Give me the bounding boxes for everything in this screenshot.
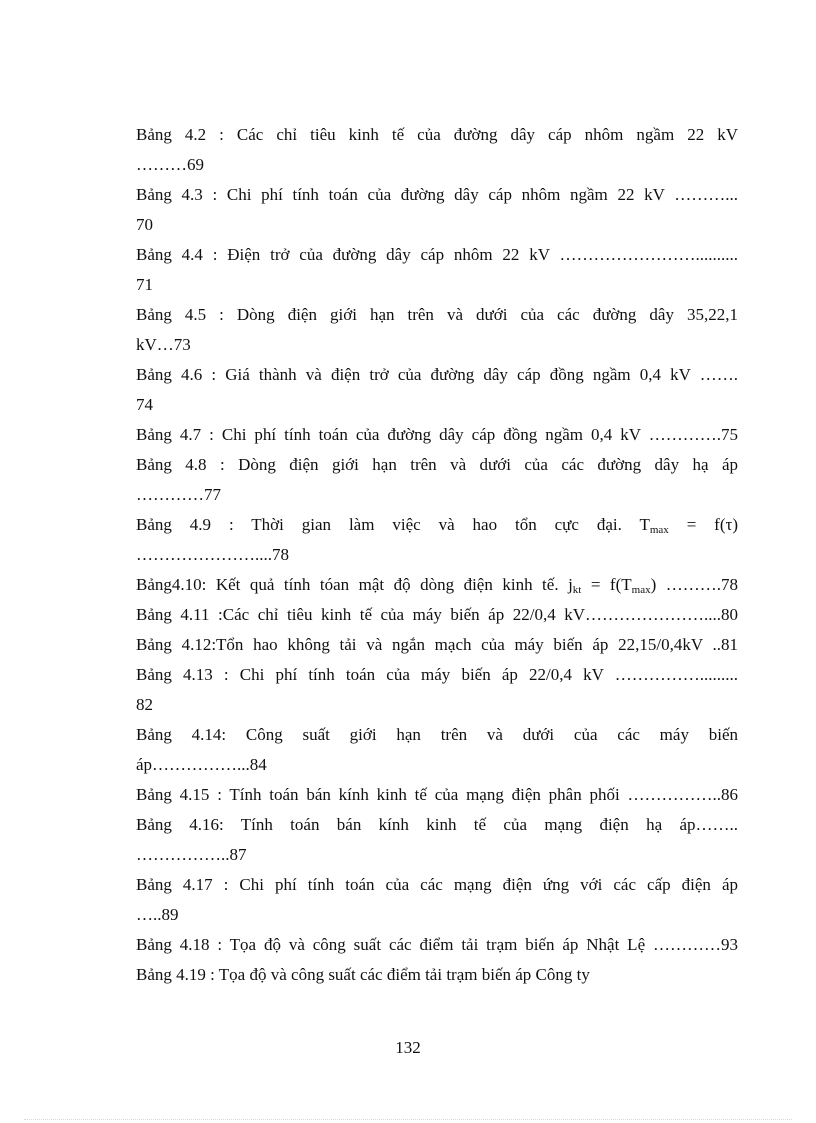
toc-entry-4-12: Bảng 4.12:Tổn hao không tải và ngắn mạch của máy biến áp 22,15/0,4kV ..81 (136, 635, 738, 654)
subscript-max: max (631, 584, 651, 596)
toc-entry-4-4-line1: Bảng 4.4 : Điện trở của đường dây cáp nhôm 22 kV …………………….......... (136, 245, 738, 264)
toc-entry-4-10-text-mid: = f(T (581, 575, 632, 594)
toc-entry-4-5-line2: kV…73 (136, 335, 191, 354)
page-number: 132 (395, 1038, 421, 1057)
toc-entry-4-2-line2: ………69 (136, 155, 204, 174)
toc-entry-4-13-line1: Bảng 4.13 : Chi phí tính toán của máy biến áp 22/0,4 kV ……………......... (136, 665, 738, 684)
toc-entry-4-6-line1: Bảng 4.6 : Giá thành và điện trở của đường dây cáp đồng ngầm 0,4 kV ……. (136, 365, 738, 384)
toc-entry-4-9-text: Bảng 4.9 : Thời gian làm việc và hao tổn cực đại. T (136, 515, 650, 534)
toc-entry-4-17-line1: Bảng 4.17 : Chi phí tính toán của các mạng điện ứng với các cấp điện áp (136, 875, 738, 894)
toc-entry-4-8-line2: …………77 (136, 485, 221, 504)
toc-entry-4-15: Bảng 4.15 : Tính toán bán kính kinh tế của mạng điện phân phối ……………..86 (136, 785, 738, 804)
page-bottom-divider (24, 1119, 792, 1120)
toc-entry-4-14-line1: Bảng 4.14: Công suất giới hạn trên và dưới của các máy biến (136, 725, 738, 744)
toc-entry-4-10-text: Bảng4.10: Kết quả tính tóan mật độ dòng điện kinh tế. j (136, 575, 573, 594)
toc-entry-4-8-line1: Bảng 4.8 : Dòng điện giới hạn trên và dưới của các đường dây hạ áp (136, 455, 738, 474)
toc-entry-4-9-text-end: = f(τ) (668, 515, 738, 534)
subscript-kt: kt (572, 584, 582, 596)
toc-entry-4-14-line2: áp……………...84 (136, 755, 267, 774)
toc-entry-4-6-line2: 74 (136, 395, 153, 414)
toc-entry-4-10 (136, 570, 738, 600)
toc-entry-4-7: Bảng 4.7 : Chi phí tính toán của đường dây cáp đồng ngầm 0,4 kV ………….75 (136, 425, 738, 444)
toc-entry-4-9-line2: …………………....78 (136, 545, 289, 564)
toc-entry-4-16-line1: Bảng 4.16: Tính toán bán kính kinh tế của mạng điện hạ áp…….. (136, 815, 738, 834)
toc-entry-4-16-line2: ……………..87 (136, 845, 247, 864)
toc-entry-4-2-line1: Bảng 4.2 : Các chỉ tiêu kinh tế của đường dây cáp nhôm ngầm 22 kV (136, 125, 738, 144)
toc-entry-4-11: Bảng 4.11 :Các chỉ tiêu kinh tế của máy biến áp 22/0,4 kV…………………....80 (136, 605, 738, 624)
toc-entry-4-13-line2: 82 (136, 695, 153, 714)
toc-entry-4-3-line1: Bảng 4.3 : Chi phí tính toán của đường dây cáp nhôm ngầm 22 kV ………... (136, 185, 738, 204)
toc-entry-4-9-line1 (136, 510, 738, 540)
toc-entry-4-18: Bảng 4.18 : Tọa độ và công suất các điểm tải trạm biến áp Nhật Lệ …………93 (136, 935, 738, 954)
toc-entry-4-19: Bảng 4.19 : Tọa độ và công suất các điểm tải trạm biến áp Công ty (136, 965, 590, 984)
toc-entry-4-5-line1: Bảng 4.5 : Dòng điện giới hạn trên và dưới của các đường dây 35,22,1 (136, 305, 738, 324)
toc-entry-4-4-line2: 71 (136, 275, 153, 294)
toc-entry-4-10-text-end: ) ……….78 (650, 575, 738, 594)
subscript-max: max (649, 524, 669, 536)
toc-entry-4-17-line2: …..89 (136, 905, 179, 924)
toc-entry-4-3-line2: 70 (136, 215, 153, 234)
